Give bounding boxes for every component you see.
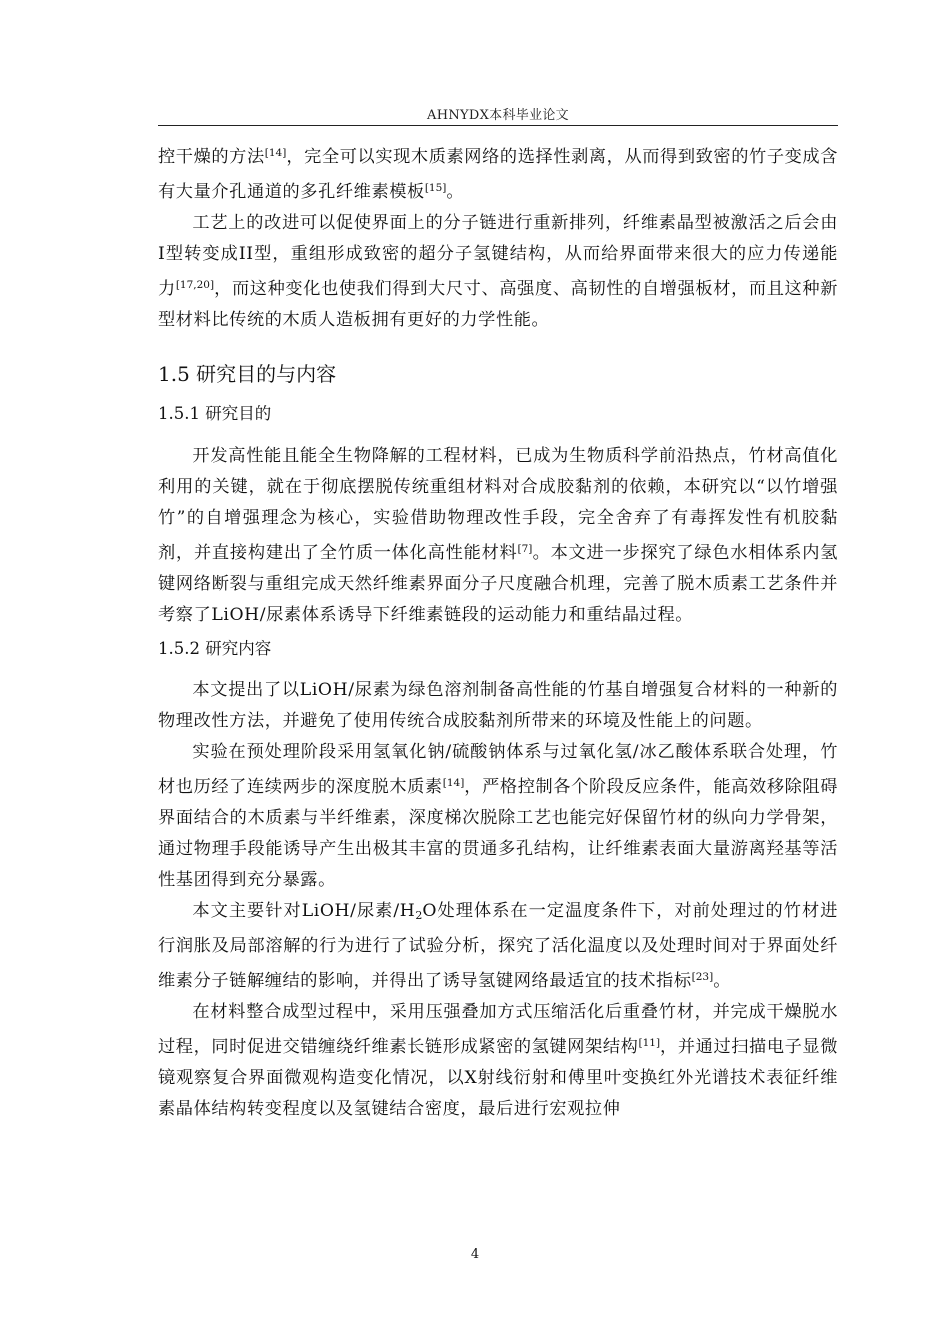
paragraph-continued: 控干燥的方法[14]，完全可以实现木质素网络的选择性剥离，从而得到致密的竹子变成含有大量介孔通道的多孔纤维素模板[15]。 xyxy=(158,147,838,202)
subsection-heading: 1.5.1 研究目的 xyxy=(158,404,272,423)
citation: [15] xyxy=(424,182,447,194)
citation: [14] xyxy=(264,147,287,159)
header-rule xyxy=(158,125,838,126)
citation: [11] xyxy=(638,1037,661,1049)
paragraph: 工艺上的改进可以促使界面上的分子链进行重新排列，纤维素晶型被激活之后会由I型转变成II型，重组形成致密的超分子氢键结构，从而给界面带来很大的应力传递能力[17,20]，而这种变化也使我们得到大尺寸、高强度、高韧性的自增强板材，而且这种新型材料比传统的木质人造板拥有更好的力学性能。 xyxy=(158,213,838,330)
citation: [17,20] xyxy=(175,279,215,291)
paragraph: 在材料整合成型过程中，采用压强叠加方式压缩活化后重叠竹材，并完成干燥脱水过程，同时促进交错缠绕纤维素长链形成紧密的氢键网架结构[11]，并通过扫描电子显微镜观察复合界面微观构造变化情况，以X射线衍射和傅里叶变换红外光谱技术表征纤维素晶体结构转变程度以及氢键结合密度，最后进行宏观拉伸 xyxy=(158,1002,838,1119)
subscript: 2 xyxy=(415,909,423,922)
citation: [23] xyxy=(691,971,714,983)
paragraph: 实验在预处理阶段采用氢氧化钠/硫酸钠体系与过氧化氢/冰乙酸体系联合处理，竹材也历经了连续两步的深度脱木质素[14]，严格控制各个阶段反应条件，能高效移除阻碍界面结合的木质素与半纤维素，深度梯次脱除工艺也能完好保留竹材的纵向力学骨架，通过物理手段能诱导产生出极其丰富的贯通多孔结构，让纤维素表面大量游离羟基等活性基团得到充分暴露。 xyxy=(158,742,838,890)
page-body xyxy=(158,138,838,1125)
paragraph: 本文提出了以LiOH/尿素为绿色溶剂制备高性能的竹基自增强复合材料的一种新的物理改性方法，并避免了使用传统合成胶黏剂所带来的环境及性能上的问题。 xyxy=(158,680,838,731)
section-heading: 1.5 研究目的与内容 xyxy=(158,362,337,386)
running-header: AHNYDX本科毕业论文 xyxy=(427,108,569,123)
page-number: 4 xyxy=(470,1247,480,1262)
paragraph: 本文主要针对LiOH/尿素$/H_2O$处理体系在一定温度条件下，对前处理过的竹材进行润胀及局部溶解的行为进行了试验分析，探究了活化温度以及处理时间对于界面处纤维素分子链解缠结的影响，并得出了诱导氢键网络最适宜的技术指标[23]。 xyxy=(158,901,838,991)
subsection-heading: 1.5.2 研究内容 xyxy=(158,639,272,658)
paragraph: 开发高性能且能全生物降解的工程材料，已成为生物质科学前沿热点，竹材高值化利用的关键，就在于彻底摆脱传统重组材料对合成胶黏剂的依赖，本研究以“以竹增强竹”的自增强理念为核心，实验借助物理改性手段，完全舍弃了有毒挥发性有机胶黏剂，并直接构建出了全竹质一体化高性能材料[7]。本文进一步探究了绿色水相体系内氢键网络断裂与重组完成天然纤维素界面分子尺度融合机理，完善了脱木质素工艺条件并考察了LiOH/尿素体系诱导下纤维素链段的运动能力和重结晶过程。 xyxy=(158,446,838,625)
citation: [14] xyxy=(442,777,465,789)
citation: [7] xyxy=(517,543,533,555)
